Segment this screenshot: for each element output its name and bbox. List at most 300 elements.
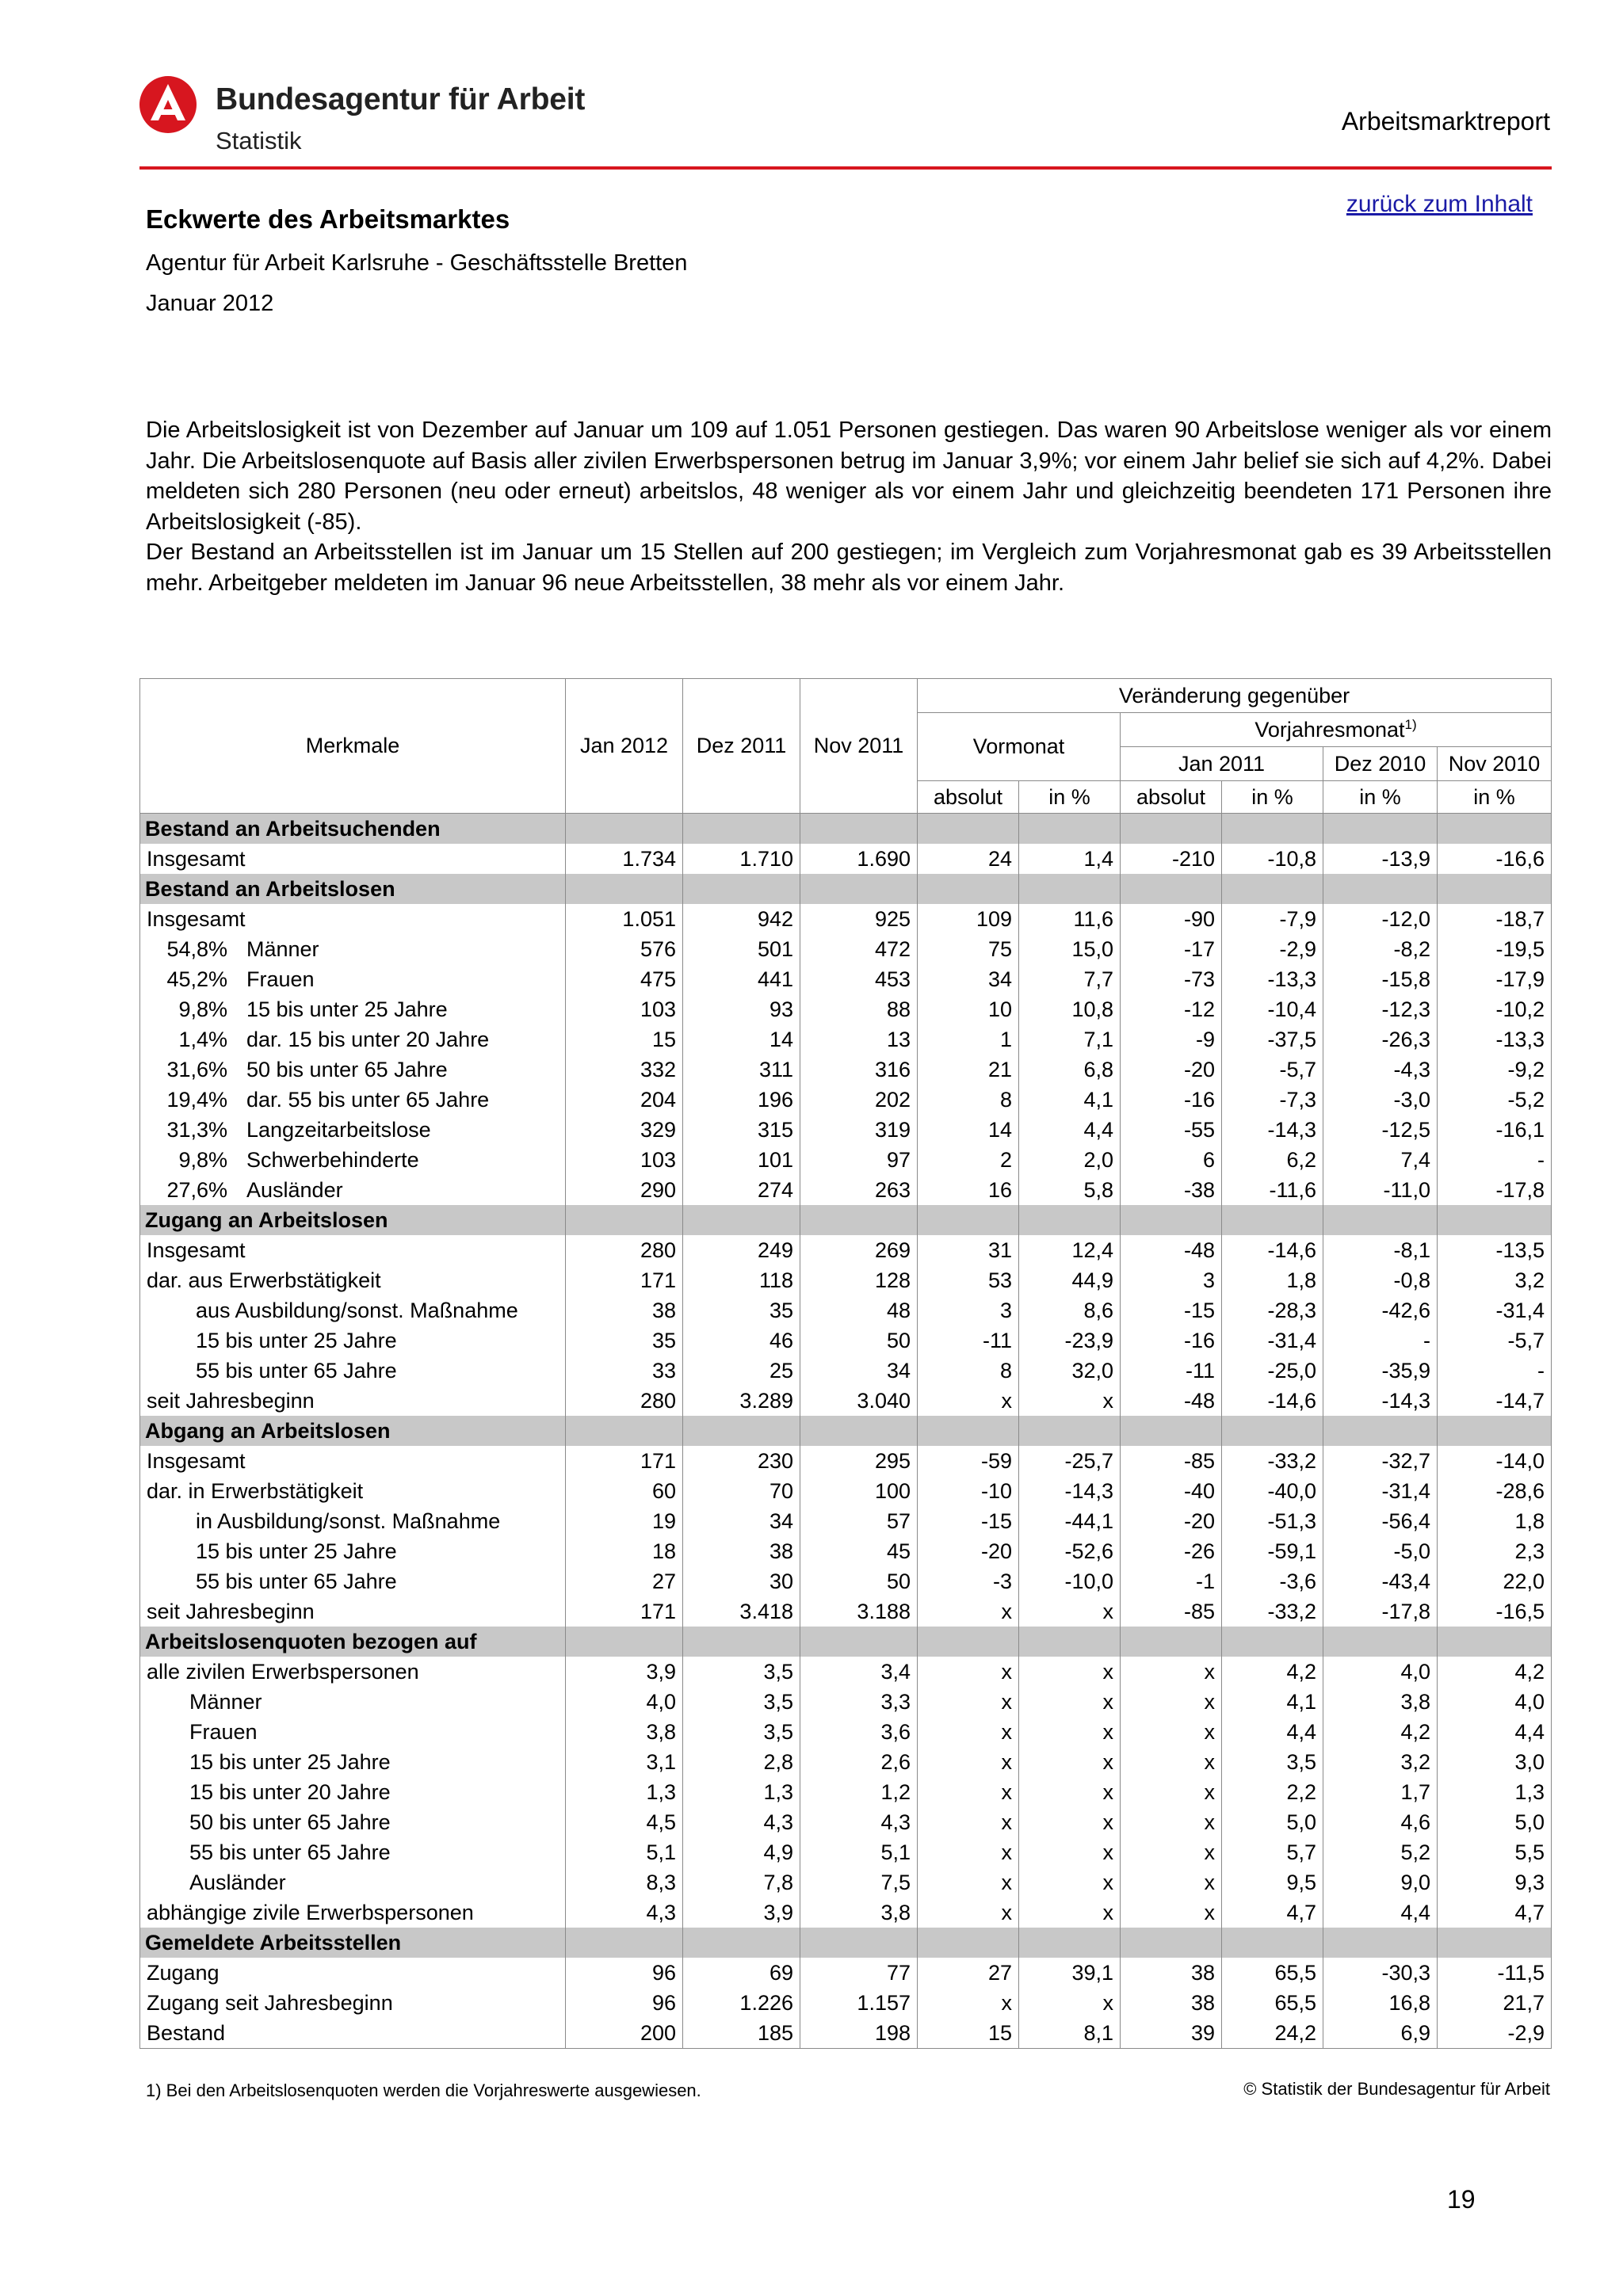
row-label: Ausländer [189,1870,286,1894]
value-cell: -19,5 [1438,934,1552,964]
value-cell: -14,0 [1438,1446,1552,1476]
section-blank-cell [683,1627,800,1657]
value-cell: -42,6 [1323,1295,1438,1325]
section-row [140,814,1552,845]
value-cell: 4,4 [1019,1115,1121,1145]
table-row [140,2018,1552,2049]
table-row [140,1356,1552,1386]
value-cell: 263 [800,1175,918,1205]
value-cell: - [1438,1356,1552,1386]
value-cell: 441 [683,964,800,994]
row-label-cell [140,1897,566,1928]
value-cell: 4,9 [683,1837,800,1867]
value-cell: x [1019,1777,1121,1807]
value-cell: x [918,1867,1019,1897]
value-cell: 9,3 [1438,1867,1552,1897]
value-cell: 3.188 [800,1596,918,1627]
value-cell: x [918,1807,1019,1837]
value-cell: 3,6 [800,1717,918,1747]
value-cell: -26 [1121,1536,1222,1566]
section-blank-cell [1222,1928,1323,1958]
value-cell: 249 [683,1235,800,1265]
value-cell: -2,9 [1438,2018,1552,2049]
value-cell: -38 [1121,1175,1222,1205]
value-cell: 7,5 [800,1867,918,1897]
value-cell: x [1019,1687,1121,1717]
row-label: Frauen [189,1719,258,1744]
value-cell: 9,0 [1323,1867,1438,1897]
section-blank-cell [1222,874,1323,904]
value-cell: -14,3 [1019,1476,1121,1506]
value-cell: 4,4 [1438,1717,1552,1747]
row-label-cell [140,1717,566,1747]
value-cell: 96 [566,1988,683,2018]
value-cell: -210 [1121,844,1222,874]
value-cell: 50 [800,1325,918,1356]
value-cell: x [1121,1897,1222,1928]
table-row [140,1145,1552,1175]
value-cell: x [1121,1837,1222,1867]
value-cell: -3,0 [1323,1085,1438,1115]
value-cell: -33,2 [1222,1446,1323,1476]
value-cell: 27 [918,1958,1019,1988]
value-cell: 3,9 [683,1897,800,1928]
table-row [140,1085,1552,1115]
row-label-cell [140,1958,566,1988]
value-cell: -14,6 [1222,1386,1323,1416]
table-row [140,1265,1552,1295]
section-label: Gemeldete Arbeitsstellen [140,1928,566,1958]
value-cell: 1,7 [1323,1777,1438,1807]
value-cell: 128 [800,1265,918,1295]
share-percent: 27,6% [166,1177,227,1202]
value-cell: -5,7 [1222,1055,1323,1085]
value-cell: -5,0 [1323,1536,1438,1566]
section-blank-cell [566,1205,683,1235]
row-label: 15 bis unter 25 Jahre [246,997,448,1021]
value-cell: -16 [1121,1085,1222,1115]
value-cell: 5,0 [1438,1807,1552,1837]
row-label: 55 bis unter 65 Jahre [196,1358,397,1383]
table-row [140,1506,1552,1536]
value-cell: -12 [1121,994,1222,1024]
row-label-cell [140,1566,566,1596]
value-cell: -10,2 [1438,994,1552,1024]
value-cell: 8 [918,1356,1019,1386]
value-cell: 6,2 [1222,1145,1323,1175]
col-header-vormonat: Vormonat [918,713,1121,781]
value-cell: 475 [566,964,683,994]
value-cell: -3,6 [1222,1566,1323,1596]
section-blank-cell [918,814,1019,845]
value-cell: x [918,1988,1019,2018]
value-cell: -15 [1121,1295,1222,1325]
value-cell: 576 [566,934,683,964]
value-cell: -23,9 [1019,1325,1121,1356]
section-blank-cell [1323,814,1438,845]
value-cell: 24 [918,844,1019,874]
share-percent: 45,2% [166,967,227,991]
value-cell: 21,7 [1438,1988,1552,2018]
value-cell: 8,3 [566,1867,683,1897]
value-cell: 4,6 [1323,1807,1438,1837]
value-cell: 171 [566,1446,683,1476]
value-cell: 171 [566,1596,683,1627]
value-cell: -59 [918,1446,1019,1476]
table-row [140,844,1552,874]
section-blank-cell [800,1205,918,1235]
value-cell: -16 [1121,1325,1222,1356]
row-label-cell [140,934,566,964]
value-cell: 501 [683,934,800,964]
value-cell: x [1121,1807,1222,1837]
row-label: Insgesamt [147,846,246,871]
value-cell: 5,0 [1222,1807,1323,1837]
value-cell: -37,5 [1222,1024,1323,1055]
value-cell: 3.418 [683,1596,800,1627]
value-cell: 5,1 [566,1837,683,1867]
value-cell: 39,1 [1019,1958,1121,1988]
value-cell: -18,7 [1438,904,1552,934]
value-cell: 8 [918,1085,1019,1115]
row-label: Zugang [147,1960,220,1985]
section-blank-cell [1438,1205,1552,1235]
intro-paragraph: Die Arbeitslosigkeit ist von Dezember auf Januar um 109 auf 1.051 Personen gestiegen. Das waren 90 Arbeitslose weniger als vor einem Jahr. Die Arbeitslosenquote auf Basis aller zivilen Erwerbspersonen betrug im Januar 3,9%; vor einem Jahr belief sie sich auf 4,2%. Dabei meldeten sich 280 Personen (neu oder erneut) arbeitslos, 48 weniger als vor einem Jahr und gleichzeitig beendeten 171 Personen ihre Arbeitslosigkeit (-85). [146,418,1552,535]
value-cell: -16,6 [1438,844,1552,874]
page-title: Eckwerte des Arbeitsmarktes [146,204,510,234]
row-label: 50 bis unter 65 Jahre [246,1057,448,1081]
value-cell: 30 [683,1566,800,1596]
value-cell: 269 [800,1235,918,1265]
value-cell: 44,9 [1019,1265,1121,1295]
value-cell: x [1019,1897,1121,1928]
value-cell: 3,5 [683,1657,800,1687]
value-cell: -52,6 [1019,1536,1121,1566]
value-cell: 13 [800,1024,918,1055]
section-blank-cell [1121,1205,1222,1235]
col-header-inpct: in % [1438,781,1552,814]
value-cell: 50 [800,1566,918,1596]
value-cell: 3,5 [683,1717,800,1747]
share-percent: 31,3% [166,1117,227,1142]
value-cell: 1.710 [683,844,800,874]
table-row [140,1807,1552,1837]
section-blank-cell [1121,1416,1222,1446]
row-label: Insgesamt [147,1448,246,1473]
value-cell: 230 [683,1446,800,1476]
value-cell: 3.289 [683,1386,800,1416]
section-blank-cell [918,1928,1019,1958]
section-blank-cell [1323,1416,1438,1446]
row-label: 55 bis unter 65 Jahre [189,1840,391,1864]
table-row [140,904,1552,934]
value-cell: 1.157 [800,1988,918,2018]
section-blank-cell [683,814,800,845]
header-divider [139,166,1552,170]
value-cell: 472 [800,934,918,964]
value-cell: -14,3 [1323,1386,1438,1416]
agency-logo [138,74,198,135]
value-cell: 38 [683,1536,800,1566]
row-label-cell [140,1325,566,1356]
col-header-veraenderung: Veränderung gegenüber [918,679,1552,713]
value-cell: -14,7 [1438,1386,1552,1416]
value-cell: x [1019,1867,1121,1897]
value-cell: 10 [918,994,1019,1024]
value-cell: -3 [918,1566,1019,1596]
row-label-cell [140,1175,566,1205]
section-blank-cell [1019,874,1121,904]
value-cell: -20 [918,1536,1019,1566]
row-label-cell [140,1837,566,1867]
row-label-cell [140,904,566,934]
value-cell: x [1121,1717,1222,1747]
row-label: Zugang seit Jahresbeginn [147,1990,393,2015]
value-cell: 65,5 [1222,1988,1323,2018]
value-cell: -44,1 [1019,1506,1121,1536]
row-label-cell [140,844,566,874]
value-cell: 3 [918,1295,1019,1325]
value-cell: 3,8 [1323,1687,1438,1717]
section-blank-cell [918,874,1019,904]
share-percent: 19,4% [166,1087,227,1112]
value-cell: 1,8 [1222,1265,1323,1295]
row-label: seit Jahresbeginn [147,1599,315,1623]
section-blank-cell [1121,1928,1222,1958]
value-cell: -8,1 [1323,1235,1438,1265]
value-cell: -28,3 [1222,1295,1323,1325]
table-row [140,1115,1552,1145]
row-label-cell [140,1446,566,1476]
value-cell: 3,1 [566,1747,683,1777]
back-to-contents-link[interactable]: zurück zum Inhalt [1346,191,1533,217]
table-row [140,1596,1552,1627]
row-label-cell [140,1988,566,2018]
section-blank-cell [683,874,800,904]
value-cell: x [918,1837,1019,1867]
table-footnote: 1) Bei den Arbeitslosenquoten werden die Vorjahreswerte ausgewiesen. [146,2081,701,2100]
share-percent: 9,8% [178,1147,227,1172]
row-label-cell [140,964,566,994]
row-label-cell [140,1235,566,1265]
value-cell: 3,2 [1323,1747,1438,1777]
value-cell: -12,3 [1323,994,1438,1024]
value-cell: 93 [683,994,800,1024]
value-cell: 5,1 [800,1837,918,1867]
value-cell: -85 [1121,1446,1222,1476]
section-blank-cell [1121,1627,1222,1657]
value-cell: -31,4 [1323,1476,1438,1506]
col-header-dez2011: Dez 2011 [683,679,800,814]
value-cell: -14,6 [1222,1235,1323,1265]
section-blank-cell [800,1416,918,1446]
table-row [140,1566,1552,1596]
value-cell: -5,2 [1438,1085,1552,1115]
section-blank-cell [1019,1627,1121,1657]
section-blank-cell [1323,874,1438,904]
value-cell: 315 [683,1115,800,1145]
row-label-cell [140,1145,566,1175]
value-cell: 316 [800,1055,918,1085]
value-cell: 319 [800,1115,918,1145]
table-row [140,1657,1552,1687]
row-label: dar. 55 bis unter 65 Jahre [246,1087,490,1112]
value-cell: 4,0 [1438,1687,1552,1717]
value-cell: 1.051 [566,904,683,934]
col-header-jan2012: Jan 2012 [566,679,683,814]
row-label: 15 bis unter 25 Jahre [196,1328,397,1352]
value-cell: -26,3 [1323,1024,1438,1055]
value-cell: x [918,1596,1019,1627]
value-cell: 14 [918,1115,1019,1145]
value-cell: 35 [566,1325,683,1356]
table-row [140,1386,1552,1416]
value-cell: x [1019,1596,1121,1627]
value-cell: 22,0 [1438,1566,1552,1596]
value-cell: -9,2 [1438,1055,1552,1085]
value-cell: 11,6 [1019,904,1121,934]
value-cell: -11 [918,1325,1019,1356]
value-cell: 7,7 [1019,964,1121,994]
value-cell: 4,0 [566,1687,683,1717]
value-cell: 280 [566,1235,683,1265]
share-percent: 1,4% [178,1027,227,1051]
value-cell: -7,3 [1222,1085,1323,1115]
value-cell: 274 [683,1175,800,1205]
value-cell: -90 [1121,904,1222,934]
row-label: Männer [246,936,319,961]
value-cell: 96 [566,1958,683,1988]
row-label-cell [140,1596,566,1627]
section-blank-cell [683,1416,800,1446]
section-label: Bestand an Arbeitsuchenden [140,814,566,845]
value-cell: -11,6 [1222,1175,1323,1205]
col-header-jan2011: Jan 2011 [1121,747,1323,781]
value-cell: x [918,1747,1019,1777]
value-cell: x [918,1717,1019,1747]
value-cell: x [1121,1747,1222,1777]
row-label-cell [140,1747,566,1777]
value-cell: -51,3 [1222,1506,1323,1536]
value-cell: 3,3 [800,1687,918,1717]
value-cell: 24,2 [1222,2018,1323,2049]
col-header-inpct: in % [1222,781,1323,814]
row-label-cell [140,1536,566,1566]
value-cell: 4,4 [1222,1717,1323,1747]
table-row [140,1024,1552,1055]
col-header-inpct: in % [1019,781,1121,814]
table-row [140,1867,1552,1897]
value-cell: x [918,1386,1019,1416]
section-blank-cell [566,1627,683,1657]
section-label: Abgang an Arbeitslosen [140,1416,566,1446]
value-cell: 8,1 [1019,2018,1121,2049]
value-cell: x [1019,1657,1121,1687]
value-cell: -55 [1121,1115,1222,1145]
value-cell: 925 [800,904,918,934]
value-cell: 3,0 [1438,1747,1552,1777]
value-cell: 118 [683,1265,800,1295]
org-name: Bundesagentur für Arbeit [216,82,586,116]
value-cell: 10,8 [1019,994,1121,1024]
row-label: in Ausbildung/sonst. Maßnahme [196,1508,501,1533]
value-cell: 3,8 [566,1717,683,1747]
value-cell: 2,8 [683,1747,800,1777]
value-cell: -85 [1121,1596,1222,1627]
section-blank-cell [1438,874,1552,904]
value-cell: 3,8 [800,1897,918,1928]
section-blank-cell [800,1627,918,1657]
report-title: Arbeitsmarktreport [1341,107,1550,135]
value-cell: 185 [683,2018,800,2049]
table-row [140,1476,1552,1506]
row-label: Männer [189,1689,262,1714]
row-label-cell [140,1295,566,1325]
value-cell: 4,7 [1438,1897,1552,1928]
value-cell: 15 [566,1024,683,1055]
value-cell: x [918,1687,1019,1717]
value-cell: -12,5 [1323,1115,1438,1145]
value-cell: 6,8 [1019,1055,1121,1085]
value-cell: 65,5 [1222,1958,1323,1988]
value-cell: 171 [566,1265,683,1295]
value-cell: 4,2 [1438,1657,1552,1687]
col-header-nov2010: Nov 2010 [1438,747,1552,781]
value-cell: -17,8 [1438,1175,1552,1205]
value-cell: 453 [800,964,918,994]
value-cell: 75 [918,934,1019,964]
row-label: 55 bis unter 65 Jahre [196,1569,397,1593]
row-label-cell [140,1867,566,1897]
value-cell: 1.226 [683,1988,800,2018]
value-cell: -40 [1121,1476,1222,1506]
value-cell: -10,8 [1222,844,1323,874]
row-label-cell [140,1024,566,1055]
value-cell: 46 [683,1325,800,1356]
section-row [140,1416,1552,1446]
value-cell: 103 [566,994,683,1024]
table-row [140,1777,1552,1807]
value-cell: -25,7 [1019,1446,1121,1476]
value-cell: 280 [566,1386,683,1416]
value-cell: -8,2 [1323,934,1438,964]
row-label: seit Jahresbeginn [147,1388,315,1413]
value-cell: 38 [1121,1958,1222,1988]
section-blank-cell [800,1928,918,1958]
section-blank-cell [1323,1928,1438,1958]
value-cell: -10,0 [1019,1566,1121,1596]
section-row [140,874,1552,904]
section-blank-cell [683,1928,800,1958]
section-blank-cell [566,1928,683,1958]
value-cell: 200 [566,2018,683,2049]
section-label: Zugang an Arbeitslosen [140,1205,566,1235]
value-cell: 4,3 [566,1897,683,1928]
value-cell: 2,3 [1438,1536,1552,1566]
row-label-cell [140,1115,566,1145]
section-blank-cell [1323,1627,1438,1657]
value-cell: 38 [566,1295,683,1325]
value-cell: 2,0 [1019,1145,1121,1175]
value-cell: 311 [683,1055,800,1085]
share-percent: 54,8% [166,936,227,961]
value-cell: 1,3 [683,1777,800,1807]
section-blank-cell [1121,874,1222,904]
col-header-merkmale: Merkmale [140,679,566,814]
value-cell: 18 [566,1536,683,1566]
row-label-cell [140,994,566,1024]
value-cell: 1,4 [1019,844,1121,874]
